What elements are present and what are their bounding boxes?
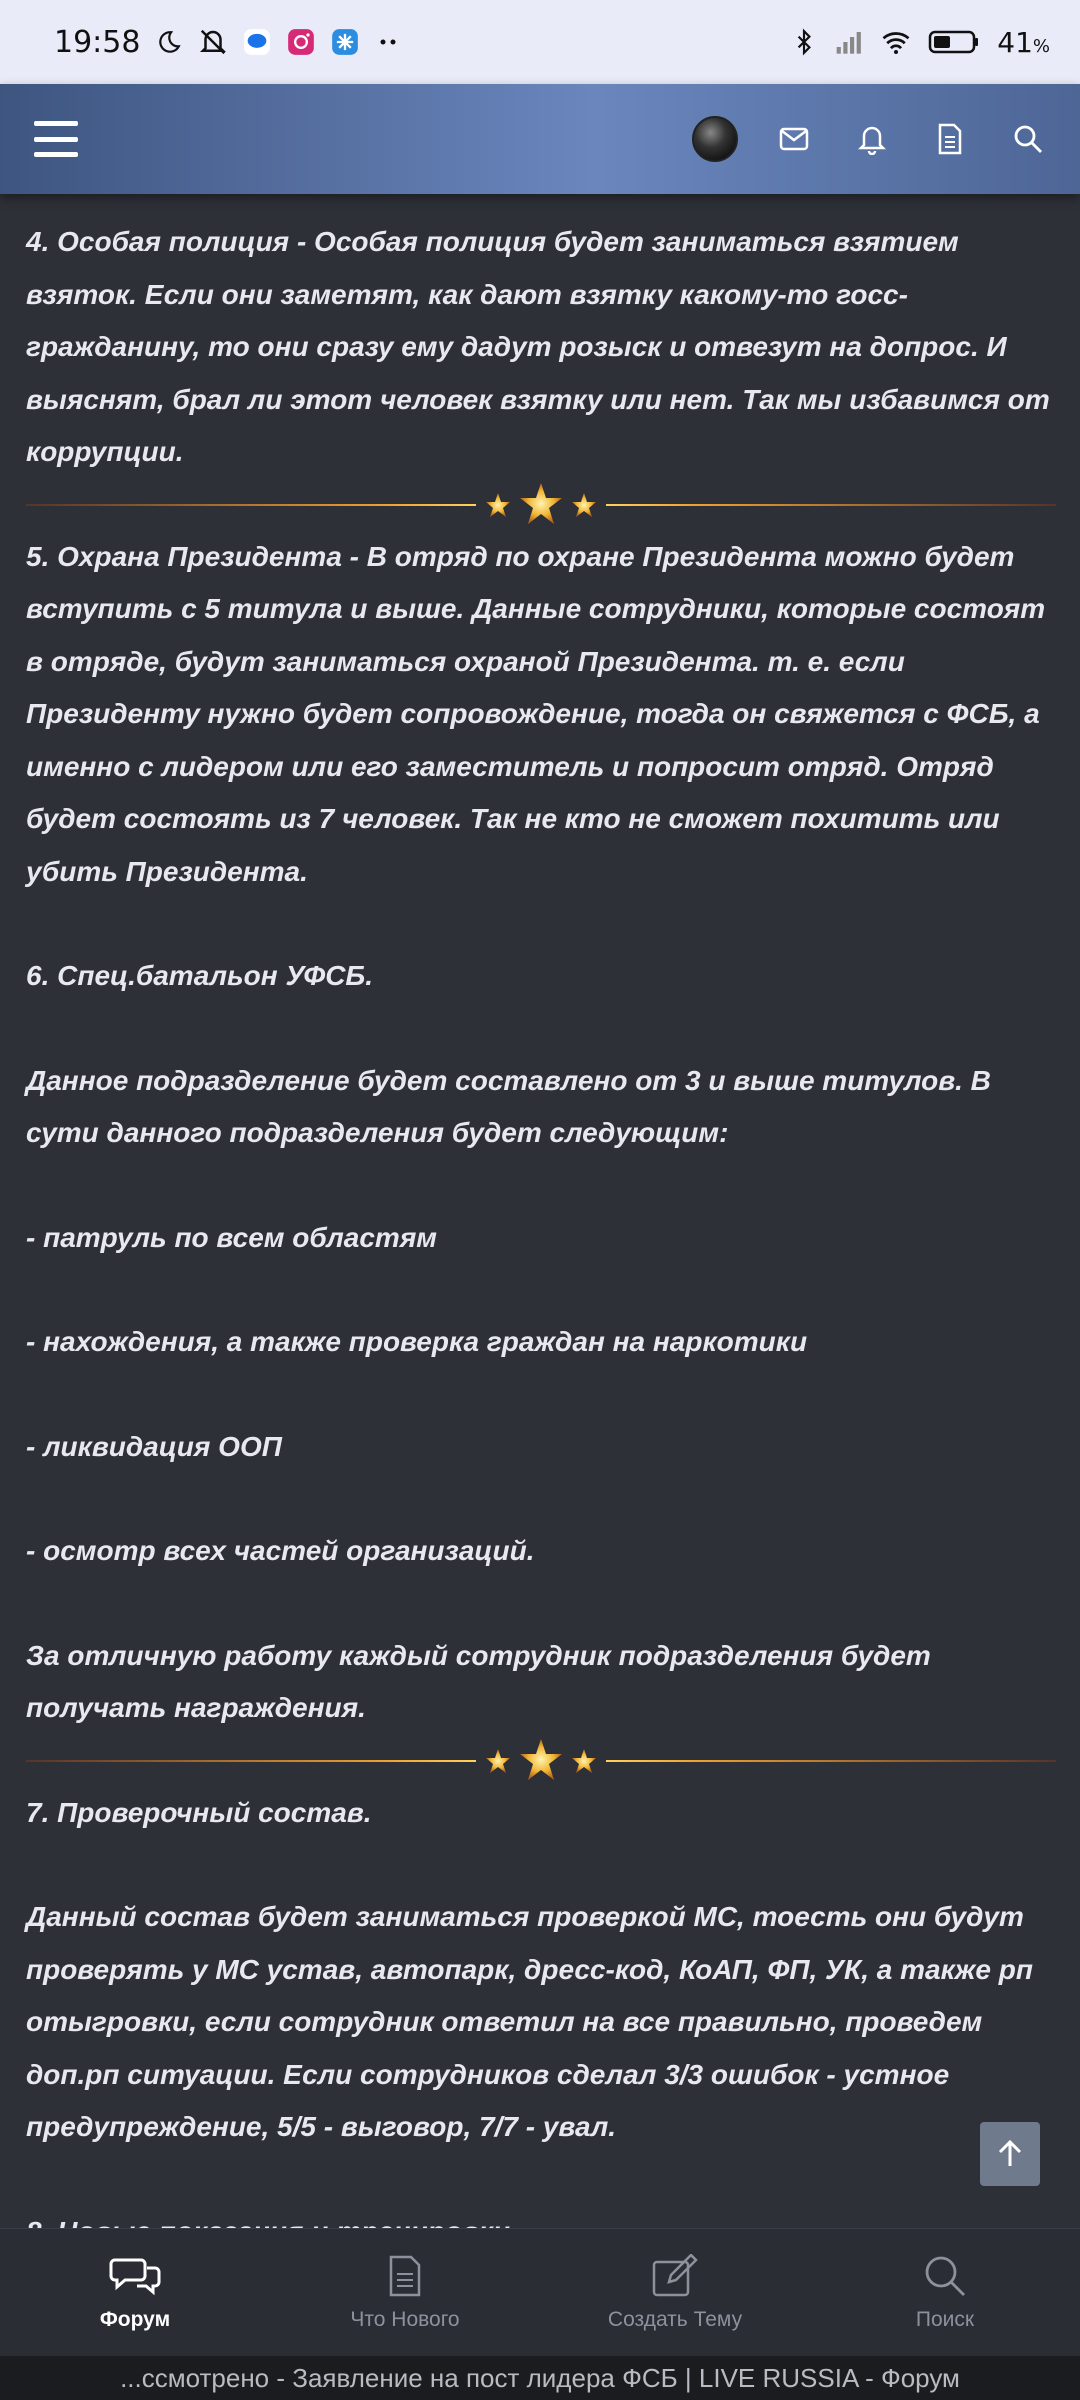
battery-icon [927,27,981,57]
status-bar [0,0,1080,84]
avatar[interactable] [692,116,738,162]
nav-label: Форум [99,2307,171,2331]
post-paragraph: За отличную работу каждый сотрудник подразделения будет получать награждения. [26,1639,931,1723]
list-item: - осмотр всех частей организаций. [26,1535,535,1566]
search-icon[interactable] [1006,117,1050,161]
instagram-icon [286,27,316,57]
moon-icon [154,27,184,57]
post-paragraph: Данный состав будет заниматься проверкой МС, тоесть они будут проверять у МС устав, автопарк, дресс-код, КоАП, ФП, УК, а также рп отыгровки, если сотрудник ответил на все правильно, проведем доп.рп ситуации. Если сотрудников сделал 3/3 ошибок - устное предупреждение, 5/5 - выговор, 7/7 - увал. [26,1901,1033,2142]
arrow-up-icon [996,2139,1024,2169]
star-divider [26,1737,1056,1785]
list-item: - ликвидация ООП [26,1430,282,1462]
nav-search[interactable] [810,2229,1080,2356]
nav-label: Поиск [915,2307,975,2331]
page-title-bar [0,2356,1080,2400]
post-paragraph: 5. Охрана Президента - В отряд по охране Президента можно будет вступить с 5 титула и выше. Данные сотрудники, которые состоят в отряде, будут заниматься охраной Президента. т. е. если Президенту нужно будет сопровождение, тогда он свяжется с ФСБ, а именно с лидером или его заместитель и попросит отряд. Отряд будет состоять из 7 человек. Так не кто не сможет похитить или убить Президента. [26,540,1046,887]
messenger-icon [242,27,272,57]
bluetooth-icon [789,27,819,57]
post-paragraph: Данное подразделение будет составлено от 3 и выше титулов. В сути данного подразделения будет следующим: [26,1064,991,1148]
document-icon [387,2254,423,2298]
section-title: 6. Спец.батальон УФСБ. [26,960,374,991]
stars-icon [476,481,606,529]
search-icon [923,2254,967,2298]
document-icon[interactable] [928,117,972,161]
edit-icon [651,2254,699,2298]
stars-icon [476,1737,606,1785]
mute-icon [198,27,228,57]
nav-label: Что Нового [350,2307,460,2331]
nav-forum[interactable] [0,2229,270,2356]
list-item: - патруль по всем областям [26,1221,438,1253]
forum-header [0,84,1080,194]
battery-level: 41% [997,25,1050,59]
nav-whats-new[interactable] [270,2229,540,2356]
chat-bubbles-icon [109,2254,161,2298]
wifi-icon [881,27,911,57]
post-paragraph: 4. Особая полиция - Особая полиция будет заниматься взятием взяток. Если они заметят, как дают взятку какому-то госс-гражданину, то они сразу ему дадут розыск и отвезут на допрос. И выяснят, брал ли этот человек взятку или нет. Так мы избавимся от коррупции. [26,226,1050,467]
nav-create-topic[interactable] [540,2229,810,2356]
star-divider [26,481,1056,529]
status-time: 19:58 [54,24,141,60]
menu-icon[interactable] [34,121,78,157]
section-title: 7. Проверочный состав. [26,1796,372,1828]
bell-icon[interactable] [850,117,894,161]
bottom-nav [0,2228,1080,2356]
mail-icon[interactable] [772,117,816,161]
more-dots-icon [374,27,404,57]
app-icon [330,27,360,57]
list-item: - нахождения, а также проверка граждан на наркотики [26,1326,808,1357]
nav-label: Создать Тему [607,2307,743,2331]
signal-icon [835,27,865,57]
post-content [0,194,1080,2228]
page-title: ...ссмотрено - Заявление на пост лидера ФСБ | LIVE RUSSIA - Форум [120,2362,960,2393]
scroll-to-top-button[interactable] [980,2122,1040,2186]
